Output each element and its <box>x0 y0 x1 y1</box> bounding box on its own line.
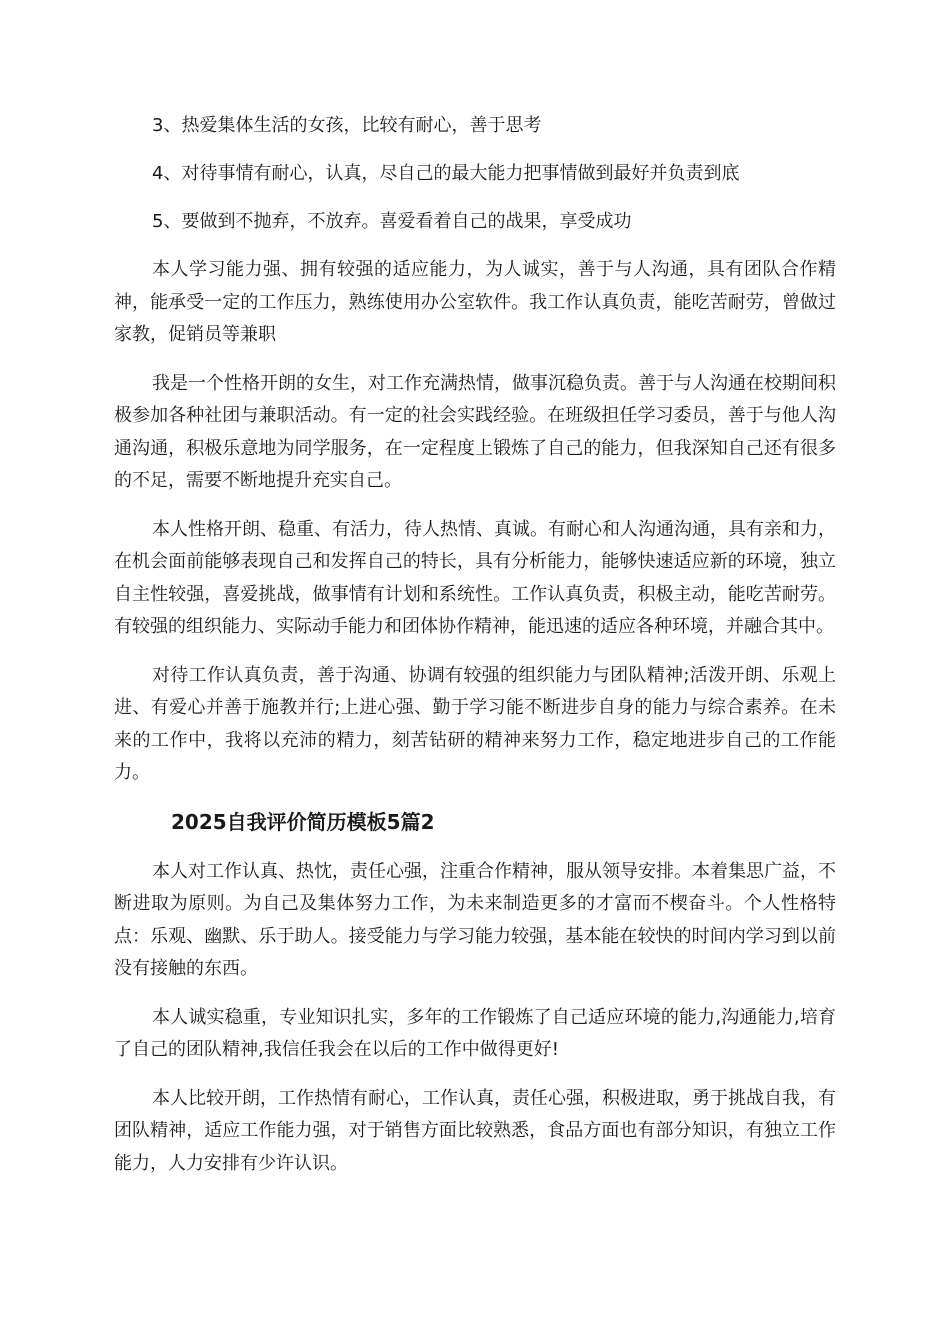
list-item: 5、要做到不抛弃，不放弃。喜爱看着自己的战果，享受成功 <box>152 211 632 232</box>
paragraph: 我是一个性格开朗的女生，对工作充满热情，做事沉稳负责。善于与人沟通在校期间积极参加各种社团与兼职活动。有一定的社会实践经验。在班级担任学习委员，善于与他人沟通沟通，积极乐意地为同学服务，在一定程度上锻炼了自己的能力，但我深知自己还有很多的不足，需要不断地提升充实自己。 <box>114 372 836 491</box>
section-title: 2025自我评价简历模板5篇2 <box>171 809 435 834</box>
paragraph: 对待工作认真负责，善于沟通、协调有较强的组织能力与团队精神;活泼开朗、乐观上进、有爱心并善于施教并行;上进心强、勤于学习能不断进步自身的能力与综合素养。在未来的工作中，我将以充沛的精力，刻苦钻研的精神来努力工作，稳定地进步自己的工作能力。 <box>114 664 836 783</box>
document-body <box>114 110 836 1196</box>
list-item: 4、对待事情有耐心，认真，尽自己的最大能力把事情做到最好并负责到底 <box>152 163 740 184</box>
paragraph: 本人学习能力强、拥有较强的适应能力，为人诚实，善于与人沟通，具有团队合作精神，能承受一定的工作压力，熟练使用办公室软件。我工作认真负责，能吃苦耐劳，曾做过家教，促销员等兼职 <box>114 259 836 345</box>
paragraph: 本人性格开朗、稳重、有活力，待人热情、真诚。有耐心和人沟通沟通，具有亲和力，在机会面前能够表现自己和发挥自己的特长，具有分析能力，能够快速适应新的环境，独立自主性较强，喜爱挑战，做事情有计划和系统性。工作认真负责，积极主动，能吃苦耐劳。有较强的组织能力、实际动手能力和团体协作精神，能迅速的适应各种环境，并融合其中。 <box>114 518 836 637</box>
paragraph: 本人比较开朗，工作热情有耐心，工作认真，责任心强，积极进取，勇于挑战自我，有团队精神，适应工作能力强，对于销售方面比较熟悉，食品方面也有部分知识，有独立工作能力，人力安排有少许认识。 <box>114 1087 836 1174</box>
paragraph: 本人对工作认真、热忱，责任心强，注重合作精神，服从领导安排。本着集思广益，不断进取为原则。为自己及集体努力工作，为未来制造更多的才富而不楔奋斗。个人性格特点：乐观、幽默、乐于助人。接受能力与学习能力较强，基本能在较快的时间内学习到以前没有接触的东西。 <box>114 860 836 979</box>
paragraph: 本人诚实稳重，专业知识扎实，多年的工作锻炼了自己适应环境的能力,沟通能力,培育了自己的团队精神,我信任我会在以后的工作中做得更好! <box>114 1006 836 1060</box>
list-item: 3、热爱集体生活的女孩，比较有耐心，善于思考 <box>152 115 542 136</box>
